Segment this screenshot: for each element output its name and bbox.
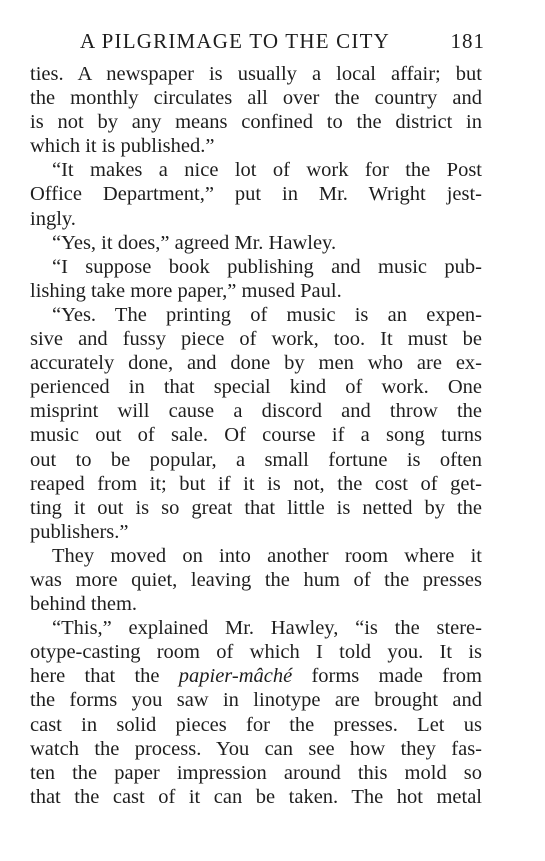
text-segment: the monthly circulates all over the country and [30,87,482,110]
text-line [30,255,482,279]
text-line [30,472,482,496]
text-segment: out to be popular, a small fortune is often [30,448,482,471]
text-segment: otype-casting room of which I told you. It is [30,641,482,664]
text-line [30,568,482,592]
text-segment: publishers.” [30,520,129,543]
text-line [30,664,482,688]
text-line [30,616,482,640]
text-line [30,785,482,809]
italic-text: papier-mâché [178,665,293,688]
text-segment: lishing take more paper,” mused Paul. [30,279,342,302]
text-segment: music out of sale. Of course if a song turns [30,424,482,447]
text-segment: behind them. [30,593,138,616]
text-line [30,158,482,182]
text-line [30,688,482,712]
text-line [30,399,482,423]
text-segment: cast in solid pieces for the presses. Let us [30,713,482,736]
text-segment: “I suppose book publishing and music pub- [52,255,482,278]
text-segment: ingly. [30,207,76,230]
text-line [30,231,482,255]
text-segment: misprint will cause a discord and throw the [30,400,482,423]
running-title: A PILGRIMAGE TO THE CITY [80,29,390,53]
text-segment: ten the paper impression around this mold so [30,761,482,784]
text-line [30,496,482,520]
text-segment: here that the [30,665,179,688]
text-segment: accurately done, and done by men who are ex- [30,352,482,375]
text-line [30,207,482,231]
page-number: 181 [450,29,485,53]
text-segment: is not by any means confined to the district in [30,111,482,134]
text-line [30,86,482,110]
text-line [30,592,482,616]
text-line [30,182,482,206]
text-line [30,279,482,303]
text-line [30,640,482,664]
text-segment: ties. A newspaper is usually a local affair; but [30,63,482,85]
text-segment: Office Department,” put in Mr. Wright jest- [30,183,482,206]
running-head [60,26,485,56]
text-segment: that the cast of it can be taken. The hot metal [30,785,482,808]
text-segment: which it is published.” [30,135,215,158]
text-line [30,303,482,327]
text-line [30,327,482,351]
text-segment: “Yes. The printing of music is an expen- [52,303,482,326]
text-segment: was more quiet, leaving the hum of the presses [30,568,482,591]
text-segment: reaped from it; but if it is not, the cost of get- [30,472,482,495]
text-line [30,351,482,375]
text-segment: “This,” explained Mr. Hawley, “is the stere- [52,617,482,640]
text-segment: “Yes, it does,” agreed Mr. Hawley. [52,231,337,254]
text-segment: They moved on into another room where it [52,544,482,567]
text-line [30,62,482,86]
text-segment: forms made from [292,665,482,688]
body-text [30,62,482,809]
text-segment: perienced in that special kind of work. One [30,376,482,399]
text-segment: watch the process. You can see how they fas- [30,737,482,760]
text-line [30,110,482,134]
text-segment: ting it out is so great that little is netted by the [30,496,482,519]
text-line [30,544,482,568]
text-line [30,375,482,399]
text-line [30,520,482,544]
text-line [30,713,482,737]
text-line [30,737,482,761]
text-line [30,448,482,472]
text-line [30,423,482,447]
text-segment: sive and fussy piece of work, too. It must be [30,328,482,351]
text-segment: “It makes a nice lot of work for the Post [52,159,482,182]
text-segment: the forms you saw in linotype are brought and [30,689,482,712]
text-line [30,761,482,785]
text-line [30,134,482,158]
